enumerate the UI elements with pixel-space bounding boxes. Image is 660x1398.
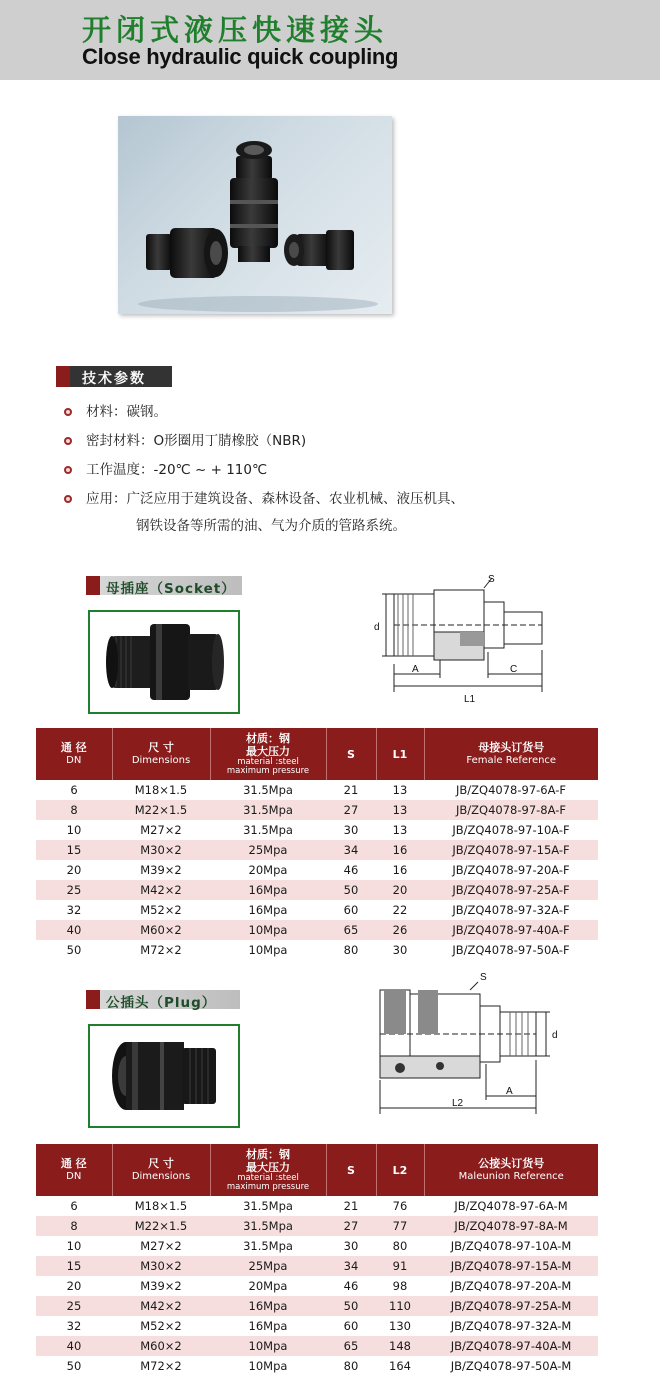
- table-cell: 31.5Mpa: [210, 1236, 326, 1256]
- table-cell: 40: [36, 1336, 112, 1356]
- table-cell: 15: [36, 840, 112, 860]
- table-row: [36, 1296, 598, 1316]
- table-cell: 31.5Mpa: [210, 1216, 326, 1236]
- table-cell: 50: [326, 880, 376, 900]
- table-row: [36, 1276, 598, 1296]
- table-cell: 16Mpa: [210, 880, 326, 900]
- socket-section-title: 母插座（Socket）: [106, 581, 236, 597]
- table-cell: 8: [36, 800, 112, 820]
- table-cell: 26: [376, 920, 424, 940]
- table-cell: 80: [326, 940, 376, 960]
- socket-spec-table: [36, 728, 598, 960]
- socket-photo: [88, 610, 240, 714]
- col-dn: 通 径 DN: [36, 728, 112, 780]
- col-material-pressure: 材质：钢 最大压力 material :steel maximum pressure: [210, 1144, 326, 1196]
- plug-dim-d: d: [552, 1030, 558, 1041]
- plug-section-title: 公插头（Plug）: [106, 995, 217, 1011]
- table-cell: 60: [326, 1316, 376, 1336]
- table-cell: 31.5Mpa: [210, 820, 326, 840]
- table-cell: 20: [36, 1276, 112, 1296]
- table-cell: 77: [376, 1216, 424, 1236]
- table-row: [36, 860, 598, 880]
- table-row: [36, 900, 598, 920]
- spec-item-seal: [64, 431, 624, 451]
- table-row: [36, 780, 598, 800]
- col-s: S: [326, 1144, 376, 1196]
- socket-dim-d: d: [374, 622, 380, 633]
- socket-photo-illustration: [90, 612, 238, 712]
- table-cell: 16Mpa: [210, 1316, 326, 1336]
- table-cell: 30: [376, 940, 424, 960]
- table-cell: M22×1.5: [112, 1216, 210, 1236]
- table-cell: JB/ZQ4078-97-40A-F: [424, 920, 598, 940]
- table-cell: 32: [36, 1316, 112, 1336]
- table-cell: 50: [36, 1356, 112, 1376]
- table-row: [36, 800, 598, 820]
- table-cell: 32: [36, 900, 112, 920]
- table-cell: 10Mpa: [210, 1356, 326, 1376]
- bullet-icon: [64, 466, 72, 474]
- table-cell: 16Mpa: [210, 900, 326, 920]
- table-cell: JB/ZQ4078-97-32A-M: [424, 1316, 598, 1336]
- table-cell: 20Mpa: [210, 1276, 326, 1296]
- table-cell: 34: [326, 840, 376, 860]
- spec-text-continued: 钢铁设备等所需的油、气为介质的管路系统。: [136, 518, 406, 534]
- plug-technical-drawing: [360, 968, 576, 1118]
- spec-text: 工作温度：-20℃ ~ + 110℃: [86, 462, 268, 478]
- col-reference: 母接头订货号 Female Reference: [424, 728, 598, 780]
- table-cell: 46: [326, 860, 376, 880]
- table-cell: 20: [376, 880, 424, 900]
- table-cell: 13: [376, 800, 424, 820]
- table-cell: 27: [326, 800, 376, 820]
- table-cell: 110: [376, 1296, 424, 1316]
- spec-item-temperature: [64, 460, 624, 480]
- col-dimensions: 尺 寸 Dimensions: [112, 1144, 210, 1196]
- plug-spec-table: [36, 1144, 598, 1376]
- col-material-pressure: 材质：钢 最大压力 material :steel maximum pressure: [210, 728, 326, 780]
- table-cell: 91: [376, 1256, 424, 1276]
- table-cell: 20: [36, 860, 112, 880]
- table-cell: 164: [376, 1356, 424, 1376]
- table-cell: 16: [376, 860, 424, 880]
- table-cell: 34: [326, 1256, 376, 1276]
- table-cell: 10: [36, 1236, 112, 1256]
- table-cell: JB/ZQ4078-97-50A-M: [424, 1356, 598, 1376]
- table-cell: 20Mpa: [210, 860, 326, 880]
- table-cell: 27: [326, 1216, 376, 1236]
- table-cell: JB/ZQ4078-97-10A-F: [424, 820, 598, 840]
- table-row: [36, 820, 598, 840]
- table-cell: 65: [326, 1336, 376, 1356]
- table-cell: 21: [326, 1196, 376, 1216]
- bullet-icon: [64, 437, 72, 445]
- spec-item-material: [64, 402, 624, 422]
- table-cell: 31.5Mpa: [210, 780, 326, 800]
- table-cell: 65: [326, 920, 376, 940]
- socket-technical-drawing: [360, 574, 576, 712]
- table-cell: 46: [326, 1276, 376, 1296]
- spec-text: 密封材料：O形圈用丁腈橡胶（NBR): [86, 433, 307, 449]
- socket-dim-a: A: [412, 664, 419, 675]
- spec-text: 材料：碳钢。: [86, 404, 167, 420]
- table-cell: M42×2: [112, 1296, 210, 1316]
- plug-dim-s: S: [480, 972, 487, 983]
- table-cell: 50: [36, 940, 112, 960]
- header-band: [0, 0, 660, 80]
- table-cell: JB/ZQ4078-97-25A-M: [424, 1296, 598, 1316]
- tech-spec-list: [64, 402, 624, 545]
- table-cell: 21: [326, 780, 376, 800]
- table-cell: JB/ZQ4078-97-32A-F: [424, 900, 598, 920]
- plug-photo-illustration: [90, 1026, 238, 1126]
- table-cell: 76: [376, 1196, 424, 1216]
- table-cell: 13: [376, 780, 424, 800]
- table-cell: 25Mpa: [210, 840, 326, 860]
- table-cell: JB/ZQ4078-97-40A-M: [424, 1336, 598, 1356]
- table-cell: M72×2: [112, 1356, 210, 1376]
- table-cell: 50: [326, 1296, 376, 1316]
- table-cell: JB/ZQ4078-97-15A-M: [424, 1256, 598, 1276]
- table-cell: JB/ZQ4078-97-20A-F: [424, 860, 598, 880]
- table-cell: JB/ZQ4078-97-8A-F: [424, 800, 598, 820]
- table-row: [36, 940, 598, 960]
- table-cell: JB/ZQ4078-97-25A-F: [424, 880, 598, 900]
- col-l1: L1: [376, 728, 424, 780]
- table-cell: 148: [376, 1336, 424, 1356]
- table-cell: JB/ZQ4078-97-15A-F: [424, 840, 598, 860]
- table-cell: 13: [376, 820, 424, 840]
- table-cell: M60×2: [112, 920, 210, 940]
- table-cell: 6: [36, 1196, 112, 1216]
- spec-item-application: [64, 489, 624, 536]
- col-s: S: [326, 728, 376, 780]
- table-row: [36, 1196, 598, 1216]
- table-header-row: [36, 1144, 598, 1196]
- table-row: [36, 880, 598, 900]
- table-cell: M42×2: [112, 880, 210, 900]
- table-cell: 25: [36, 1296, 112, 1316]
- table-cell: 40: [36, 920, 112, 940]
- table-cell: M72×2: [112, 940, 210, 960]
- spec-text: 应用：广泛应用于建筑设备、森林设备、农业机械、液压机具、: [86, 491, 464, 507]
- table-cell: 25Mpa: [210, 1256, 326, 1276]
- table-row: [36, 1356, 598, 1376]
- table-cell: M52×2: [112, 1316, 210, 1336]
- table-cell: 22: [376, 900, 424, 920]
- table-row: [36, 1216, 598, 1236]
- table-cell: 10: [36, 820, 112, 840]
- table-row: [36, 1256, 598, 1276]
- table-cell: 16: [376, 840, 424, 860]
- table-cell: JB/ZQ4078-97-20A-M: [424, 1276, 598, 1296]
- table-cell: M27×2: [112, 820, 210, 840]
- tech-section-title: 技术参数: [82, 371, 146, 387]
- coupling-photo-illustration: [118, 116, 392, 314]
- table-cell: 16Mpa: [210, 1296, 326, 1316]
- plug-dim-a: A: [506, 1086, 513, 1097]
- page-title-en: Close hydraulic quick coupling: [82, 44, 399, 69]
- table-cell: M52×2: [112, 900, 210, 920]
- table-cell: 98: [376, 1276, 424, 1296]
- table-cell: JB/ZQ4078-97-8A-M: [424, 1216, 598, 1236]
- table-cell: JB/ZQ4078-97-6A-F: [424, 780, 598, 800]
- table-cell: 80: [376, 1236, 424, 1256]
- table-cell: M18×1.5: [112, 780, 210, 800]
- col-reference: 公接头订货号 Maleunion Reference: [424, 1144, 598, 1196]
- table-cell: JB/ZQ4078-97-6A-M: [424, 1196, 598, 1216]
- table-cell: M60×2: [112, 1336, 210, 1356]
- table-header-row: [36, 728, 598, 780]
- bullet-icon: [64, 408, 72, 416]
- tech-section-heading: [56, 366, 172, 387]
- table-cell: M27×2: [112, 1236, 210, 1256]
- table-cell: 31.5Mpa: [210, 800, 326, 820]
- table-cell: 25: [36, 880, 112, 900]
- table-cell: M30×2: [112, 1256, 210, 1276]
- table-cell: 30: [326, 820, 376, 840]
- table-cell: 6: [36, 780, 112, 800]
- col-dimensions: 尺 寸 Dimensions: [112, 728, 210, 780]
- table-cell: 31.5Mpa: [210, 1196, 326, 1216]
- product-photo: [118, 116, 392, 314]
- table-cell: 30: [326, 1236, 376, 1256]
- socket-dim-c: C: [510, 664, 518, 675]
- plug-photo: [88, 1024, 240, 1128]
- socket-dim-s: S: [488, 574, 495, 585]
- table-cell: 10Mpa: [210, 1336, 326, 1356]
- table-cell: M39×2: [112, 1276, 210, 1296]
- plug-section-heading: [86, 990, 240, 1009]
- col-dn: 通 径 DN: [36, 1144, 112, 1196]
- table-row: [36, 920, 598, 940]
- table-cell: M39×2: [112, 860, 210, 880]
- table-cell: JB/ZQ4078-97-10A-M: [424, 1236, 598, 1256]
- table-cell: 130: [376, 1316, 424, 1336]
- table-cell: 80: [326, 1356, 376, 1376]
- socket-section-heading: [86, 576, 242, 595]
- table-cell: M22×1.5: [112, 800, 210, 820]
- bullet-icon: [64, 495, 72, 503]
- table-row: [36, 1336, 598, 1356]
- table-cell: 15: [36, 1256, 112, 1276]
- table-cell: 8: [36, 1216, 112, 1236]
- page-title-cn: 开闭式液压快速接头: [82, 13, 389, 47]
- table-cell: M18×1.5: [112, 1196, 210, 1216]
- table-cell: 10Mpa: [210, 940, 326, 960]
- table-row: [36, 1316, 598, 1336]
- table-cell: 10Mpa: [210, 920, 326, 940]
- table-row: [36, 1236, 598, 1256]
- table-cell: JB/ZQ4078-97-50A-F: [424, 940, 598, 960]
- table-cell: M30×2: [112, 840, 210, 860]
- socket-dim-l1: L1: [464, 694, 476, 705]
- table-row: [36, 840, 598, 860]
- col-l2: L2: [376, 1144, 424, 1196]
- table-cell: 60: [326, 900, 376, 920]
- plug-dim-l2: L2: [452, 1098, 464, 1109]
